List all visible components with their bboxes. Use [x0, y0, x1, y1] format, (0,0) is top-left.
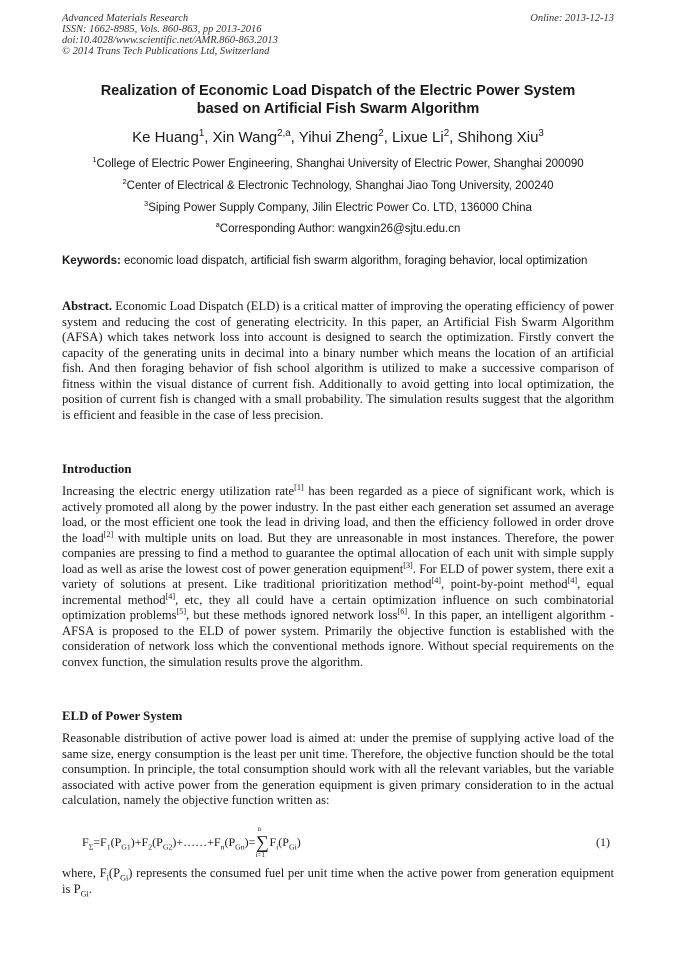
- online-date: Online: 2013-12-13: [530, 13, 614, 24]
- author-sup: 3: [538, 128, 544, 139]
- author-sup: 2: [378, 128, 384, 139]
- affiliation: $^1$College of Electric Power Engineering, Shanghai University of Electric Power, Shanghai 200090: [92, 155, 584, 170]
- author-sup: 2,a: [277, 128, 291, 139]
- journal-header: [62, 13, 278, 57]
- where-paragraph: where, $F_i(P_{Gi})$ represents the consumed fuel per unit time when the active power from generation equipment is $P_{Gi}$.: [62, 866, 615, 899]
- citation: [2]: [103, 529, 114, 539]
- citation: [4]: [165, 591, 176, 601]
- summation-symbol: n ∑ i=1: [255, 825, 269, 859]
- keywords: [62, 254, 614, 268]
- affiliation: $^2$Center of Electrical & Electronic Technology, Shanghai Jiao Tong University, 200240: [122, 177, 554, 192]
- corresponding-author: $^a$Corresponding Author: wangxin26@sjtu.edu.cn: [215, 220, 461, 235]
- author: Lixue Li: [392, 129, 444, 146]
- title-line-1: Realization of Economic Load Dispatch of the Electric Power System: [100, 83, 576, 99]
- citation: [4]: [431, 575, 442, 585]
- journal-issn: ISSN: 1662-8985, Vols. 860-863, pp 2013-2016: [62, 24, 262, 35]
- author: Shihong Xiu: [457, 129, 539, 146]
- abstract-label: Abstract.: [62, 299, 113, 313]
- citation: [1]: [294, 482, 304, 492]
- author-sup: 1: [198, 128, 205, 139]
- equation-number: (1): [596, 835, 610, 849]
- abstract-text: Economic Load Dispatch (ELD) is a critical matter of improving the operating efficiency of power system and reducing the cost of generating electricity. In this paper, an Artificial Fish Swarm Algorithm (AFSA) which takes network loss into account is designed to search the optimization. Firstly convert the capacity of the generating units in decimal into a binary number which means the location of an artificial fish. And then foraging behavior of fish school algorithm is utilized to make a successive comparison of fitness within the visual distance of current fish. Additionally to avoid getting into local optimization, the position of current fish is changed with a small probability. The simulation results suggest that the algorithm is efficient and feasible in the case of less precision.: [62, 299, 614, 422]
- citation: [4]: [567, 575, 578, 585]
- paper-title: [62, 82, 614, 118]
- introduction-paragraph: Increasing the electric energy utilization rate[1] has been regarded as a piece of significant work, which is actively promoted all along by the power industry. In the past either each generation set assumed an average load, or the most efficient one took the lead in driving load, and then the efficiency followed in order drove the load[2] with multiple units on load. But they are unreasonable in most instances. Therefore, the power companies are pressing to find a method to guarantee the optimal allocation of each unit with simple supply load as well as arise the lowest cost of power generation equipment[3]. For ELD of power system, there exit a variety of solutions at present. Like traditional prioritization method[4], point-by-point method[4], equal incremental method[4], etc, they all could have a certain optimization influence on such combinatorial optimization problems[5], but these methods ignored network loss[6]. In this paper, an intelligent algorithm - AFSA is proposed to the ELD of power system. Primarily the objective function is established with the consideration of network loss which the conventional methods ignore. Without special requirements on the convex function, the simulation results prove the algorithm.: [62, 482, 615, 669]
- section-heading-introduction: Introduction: [62, 462, 132, 476]
- affiliation: $^3$Siping Power Supply Company, Jilin Electric Power Co. LTD, 136000 China: [144, 199, 532, 214]
- equation-1: [62, 826, 614, 860]
- citation: [5]: [176, 606, 187, 616]
- author: Xin Wang: [212, 129, 278, 146]
- equation-body: $F_\Sigma=F_1(P_{G1})+F_2(P_{G2})+\dots\dots+F_n(P_{Gn})=$ n ∑ i=1 $F_i(P_{Gi})$: [82, 825, 301, 859]
- title-line-2: based on Artificial Fish Swarm Algorithm: [196, 101, 480, 117]
- keywords-text: economic load dispatch, artificial fish swarm algorithm, foraging behavior, local optimization: [124, 255, 588, 267]
- author: Yihui Zheng: [298, 129, 379, 146]
- abstract: [62, 299, 614, 423]
- journal-doi: doi:10.4028/www.scientific.net/AMR.860-863.2013: [62, 35, 278, 46]
- author-list: Ke Huang$^1$, Xin Wang$^{2,a}$, Yihui Zheng$^2$, Lixue Li$^2$, Shihong Xiu$^3$: [132, 128, 544, 146]
- eld-paragraph: Reasonable distribution of active power load is aimed at: under the premise of supplying active load of the same size, energy consumption is the least per unit time. Therefore, the objective function should be the total consumption. In principle, the total consumption should work with all the relevant variables, but the variable associated with active power from the generation equipment is given primary consideration to in the actual calculation, namely the objective function written as:: [62, 731, 614, 807]
- citation: [3]: [403, 560, 413, 570]
- journal-name: Advanced Materials Research: [62, 13, 189, 24]
- author-sup: 2: [443, 128, 450, 139]
- author: Ke Huang: [132, 129, 199, 146]
- journal-copyright: © 2014 Trans Tech Publications Ltd, Switzerland: [62, 46, 270, 57]
- section-heading-eld: ELD of Power System: [62, 709, 183, 723]
- keywords-label: Keywords:: [62, 255, 121, 267]
- citation: [6]: [397, 606, 408, 616]
